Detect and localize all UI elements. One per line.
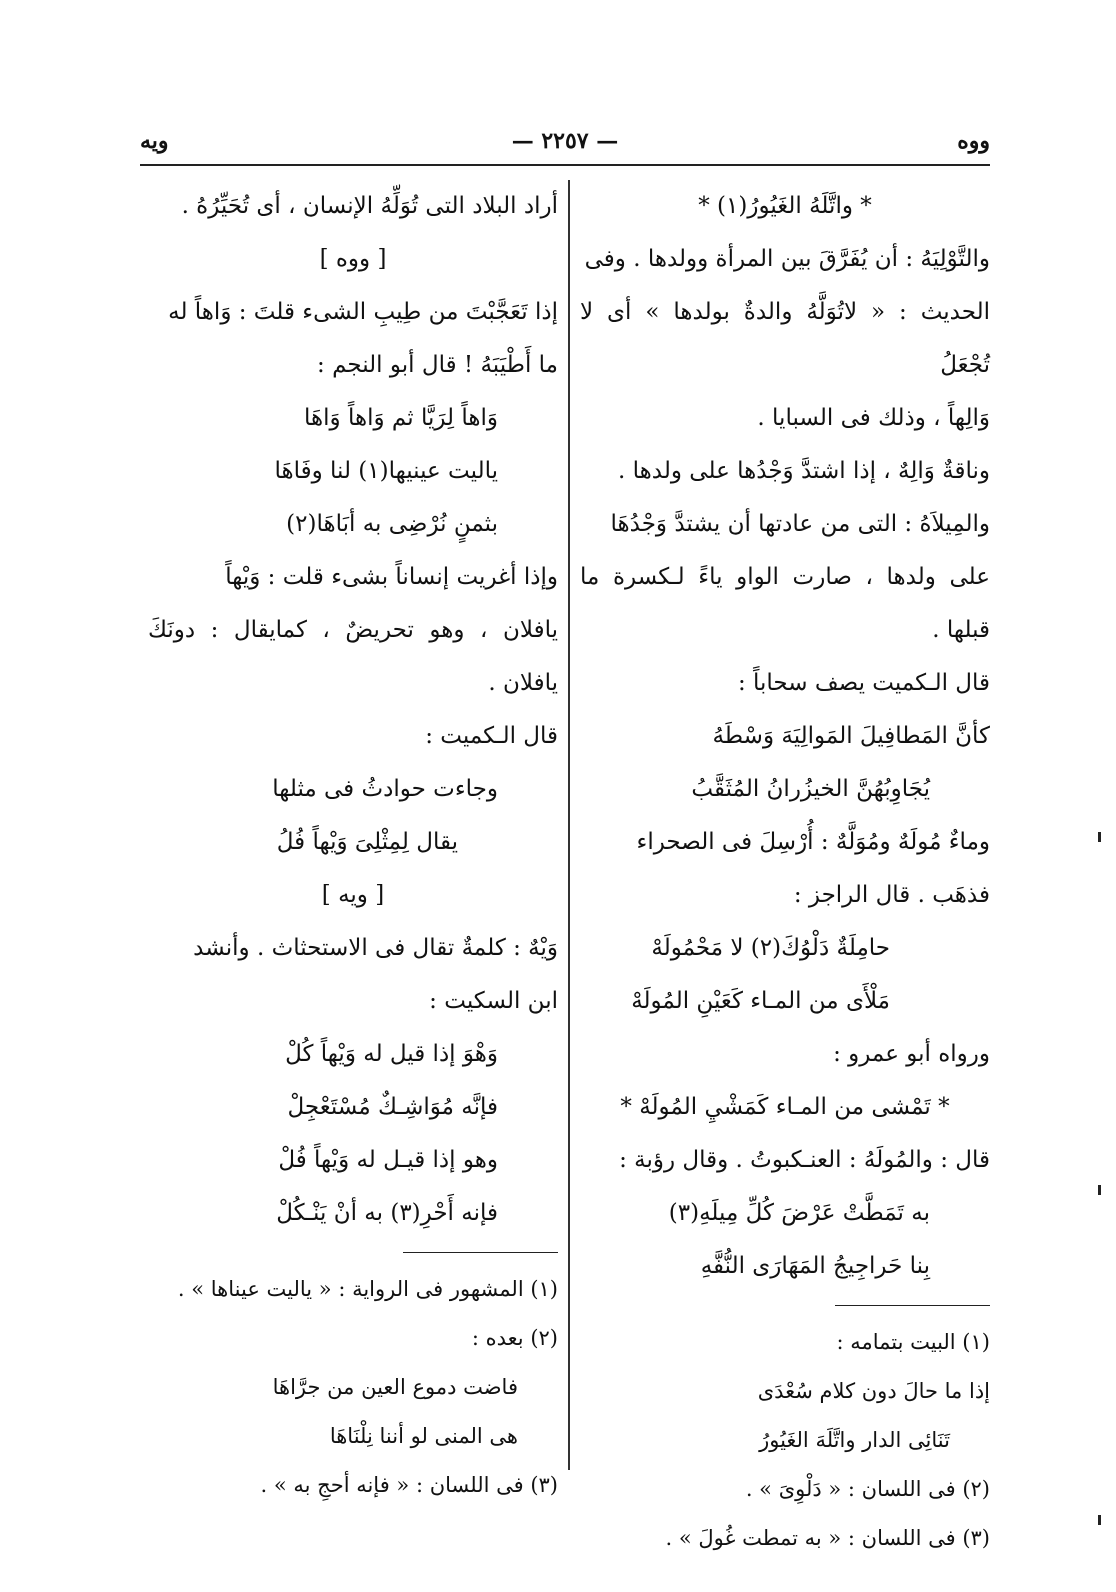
text-line: فذهَب . قال الراجز : — [793, 882, 990, 908]
right-column — [580, 180, 990, 1563]
verse-line: مَلْأَى من المـاء كَعَيْنِ المُولَهْ — [631, 988, 890, 1014]
footnote-line: (٣) فى اللسان : « به تمطت غُولَ » . — [665, 1526, 990, 1550]
entry-heading: [ ويه ] — [321, 882, 385, 908]
text-line: وناقةٌ وَالِهٌ ، إذا اشتدَّ وَجْدُها على ولدها . — [618, 458, 990, 484]
verse-line: وهو إذا قيـل له وَيْهاً فُلْ — [278, 1147, 498, 1173]
page-header — [140, 128, 990, 162]
text-line: وماءٌ مُولَهٌ ومُوَلَّهٌ : أُرْسِلَ فى الصحراء — [636, 829, 990, 855]
text-line: والمِيلاَهُ : التى من عادتها أن يشتدَّ وَجْدُهَا — [610, 511, 990, 537]
footnote-line: (٢) بعده : — [471, 1326, 558, 1350]
footnote-line: (٣) فى اللسان : « فإنه أحجِ به » . — [260, 1473, 558, 1497]
verse-line: حامِلَةٌ دَلْوُكَ(٢) لا مَحْمُولَهْ — [651, 935, 890, 961]
verse-line: به تَمَطَّتْ عَرْضَ كُلِّ مِيلَهِ(٣) — [668, 1200, 930, 1226]
text-line: ابن السكيت : — [429, 988, 558, 1014]
text-line: ما أَطْيَبَهُ ! قال أبو النجم : — [317, 352, 558, 378]
footnote-verse: هى المنى لو أننا نِلْنَاهَا — [329, 1424, 518, 1448]
text-line: قال الـكميت : — [425, 723, 558, 749]
verse-line: * تَمْشى من المـاء كَمَشْيِ المُولَهْ * — [620, 1094, 950, 1120]
footnotes — [148, 1265, 558, 1510]
footnote-verse: فاضت دموع العين من جرَّاهَا — [272, 1375, 518, 1399]
verse-line: يقال لِمِثْلِىَ وَيْهاً فُلُ — [276, 829, 458, 855]
text-line: والتَّوْلِيَهُ : أن يُفَرَّقَ بين المرأة وولدها . وفى — [584, 246, 990, 272]
header-root-left: ويه — [140, 128, 169, 154]
entry-heading: [ ووه ] — [319, 246, 387, 272]
footnote-line: (١) البيت بتمامه : — [836, 1330, 990, 1354]
header-rule — [140, 164, 990, 166]
verse-line: وَاهاً لِرَيَّا ثم وَاهاً وَاهَا — [304, 405, 498, 431]
text-line: قال الـكميت يصف سحاباً : — [737, 670, 990, 696]
scan-mark — [1098, 1185, 1101, 1195]
footnote-rule — [403, 1252, 558, 1253]
column-divider — [568, 180, 570, 1470]
text-line: وَالِهاً ، وذلك فى السبايا . — [757, 405, 990, 431]
footnote-verse: تَنَائِى الدار واتَّلَهَ الغَيُورُ — [759, 1428, 950, 1452]
text-line: ورواه أبو عمرو : — [833, 1041, 990, 1067]
header-root-right: ووه — [957, 128, 990, 154]
text-line: وإذا أغريت إنساناً بشىء قلت : وَيْهاً — [225, 564, 558, 590]
verse-line: فإنَّه مُوَاشِـكٌ مُسْتَعْجِلْ — [287, 1094, 498, 1120]
footnote-line: (٢) فى اللسان : « دَلْوِىَ » . — [745, 1477, 990, 1501]
verse-line: وجاءت حوادثُ فى مثلها — [272, 776, 498, 802]
text-line: الحديث : « لاتُوَلَّهُ والدةٌ بولدها » أى لا تُجْعَلُ — [580, 299, 990, 378]
verse-line: * واتَّلَهُ الغَيُورُ(١) * — [698, 193, 872, 219]
footnote-verse: إذا ما حالَ دون كلام سُعْدَى — [757, 1379, 990, 1403]
scan-mark — [1098, 1515, 1101, 1525]
text-line: وَيْهٌ : كلمةٌ تقال فى الاستحثاث . وأنشد — [193, 935, 558, 961]
scan-mark — [1098, 832, 1101, 842]
verse-line: فإنه أَحْرِ(٣) به أنْ يَنْـكُلْ — [276, 1200, 498, 1226]
verse-line: ياليت عينيها(١) لنا وفَاهَا — [274, 458, 498, 484]
verse-line: بِنا حَراجِيجُ المَهَارَى النُّفَّهِ — [700, 1253, 930, 1279]
footnotes — [580, 1318, 990, 1563]
footnote-line: (١) المشهور فى الرواية : « ياليت عيناها » . — [177, 1277, 558, 1301]
verse-line: يُجَاوِبُهُنَّ الخيزُرانُ المُثَقَّبُ — [691, 776, 930, 802]
verse-line: بثمنٍ نُرْضِى به أبَاهَا(٢) — [286, 511, 498, 537]
left-column — [148, 180, 558, 1510]
text-line: على ولدها ، صارت الواو ياءً لـكسرة ما قبلها . — [580, 564, 990, 643]
text-line: يافلان ، وهو تحريضٌ ، كمايقال : دونَكَ يافلان . — [148, 617, 558, 696]
verse-line: كأنَّ المَطافِيلَ المَوالِيَهَ وَسْطَهُ — [712, 723, 990, 749]
text-line: أراد البلاد التى تُوَلِّهُ الإنسان ، أى تُحَيِّرُهُ . — [181, 193, 558, 219]
footnote-rule — [835, 1305, 990, 1306]
text-line: قال : والمُولَهُ : العنـكبوتُ . وقال رؤبة : — [619, 1147, 990, 1173]
verse-line: وَهْوَ إذا قيل له وَيْهاً كُلْ — [285, 1041, 498, 1067]
text-line: إذا تَعَجَّبْتَ من طِيبِ الشىء قلتَ : وَاهاً له — [168, 299, 558, 325]
page-number: — ٢٢٥٧ — — [511, 128, 619, 154]
